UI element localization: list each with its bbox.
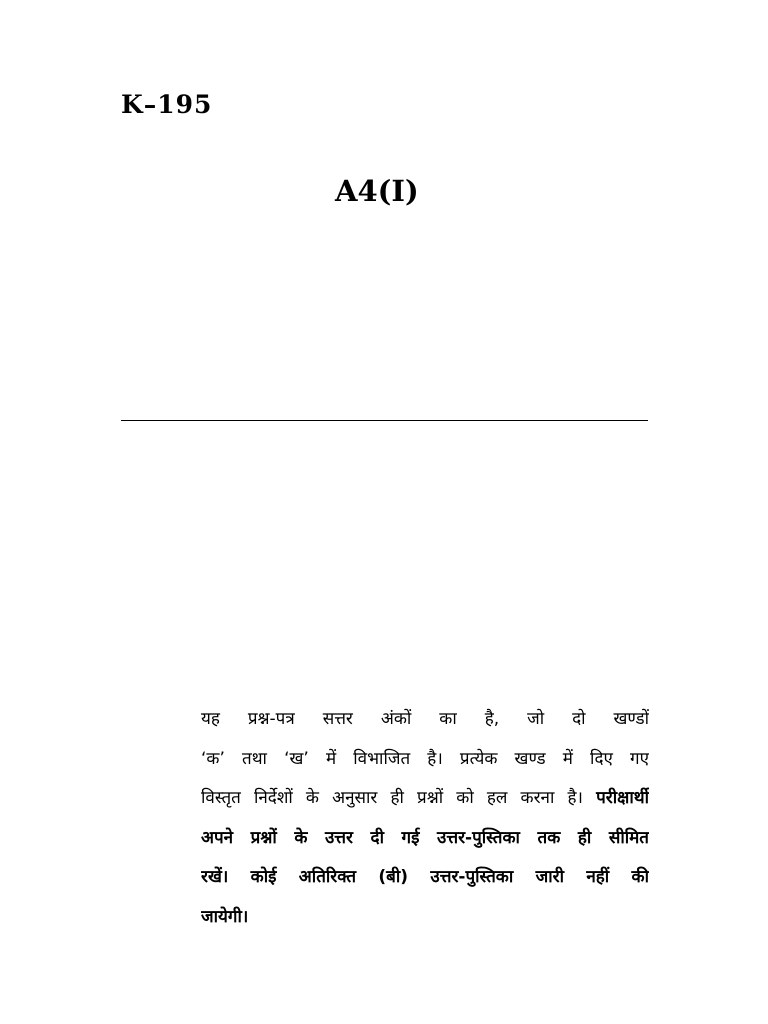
document-code: K–195 (121, 90, 213, 119)
horizontal-divider (121, 420, 648, 421)
instructions-line-3-text: विस्तृत निर्देशों के अनुसार ही प्रश्नों को हल करना है। (201, 788, 583, 808)
instructions-paragraph (201, 700, 649, 937)
instructions-line-6: जायेगी। (201, 906, 249, 927)
instructions-line-3-bold-text: परीक्षार्थी (596, 788, 649, 808)
paper-code: A4(I) (335, 174, 419, 208)
instructions-line-3 (201, 779, 649, 819)
instructions-line-1: यह प्रश्न-पत्र सत्तर अंकों का है, जो दो खण्डों (201, 709, 649, 729)
instructions-line-5: रखें। कोई अतिरिक्त (बी) उत्तर-पुस्तिका जारी नहीं की (201, 867, 649, 887)
instructions-line-2: ‘क’ तथा ‘ख’ में विभाजित है। प्रत्येक खण्ड में दिए गए (201, 748, 649, 769)
instructions-line-4: अपने प्रश्नों के उत्तर दी गई उत्तर-पुस्तिका तक ही सीमित (201, 827, 649, 848)
